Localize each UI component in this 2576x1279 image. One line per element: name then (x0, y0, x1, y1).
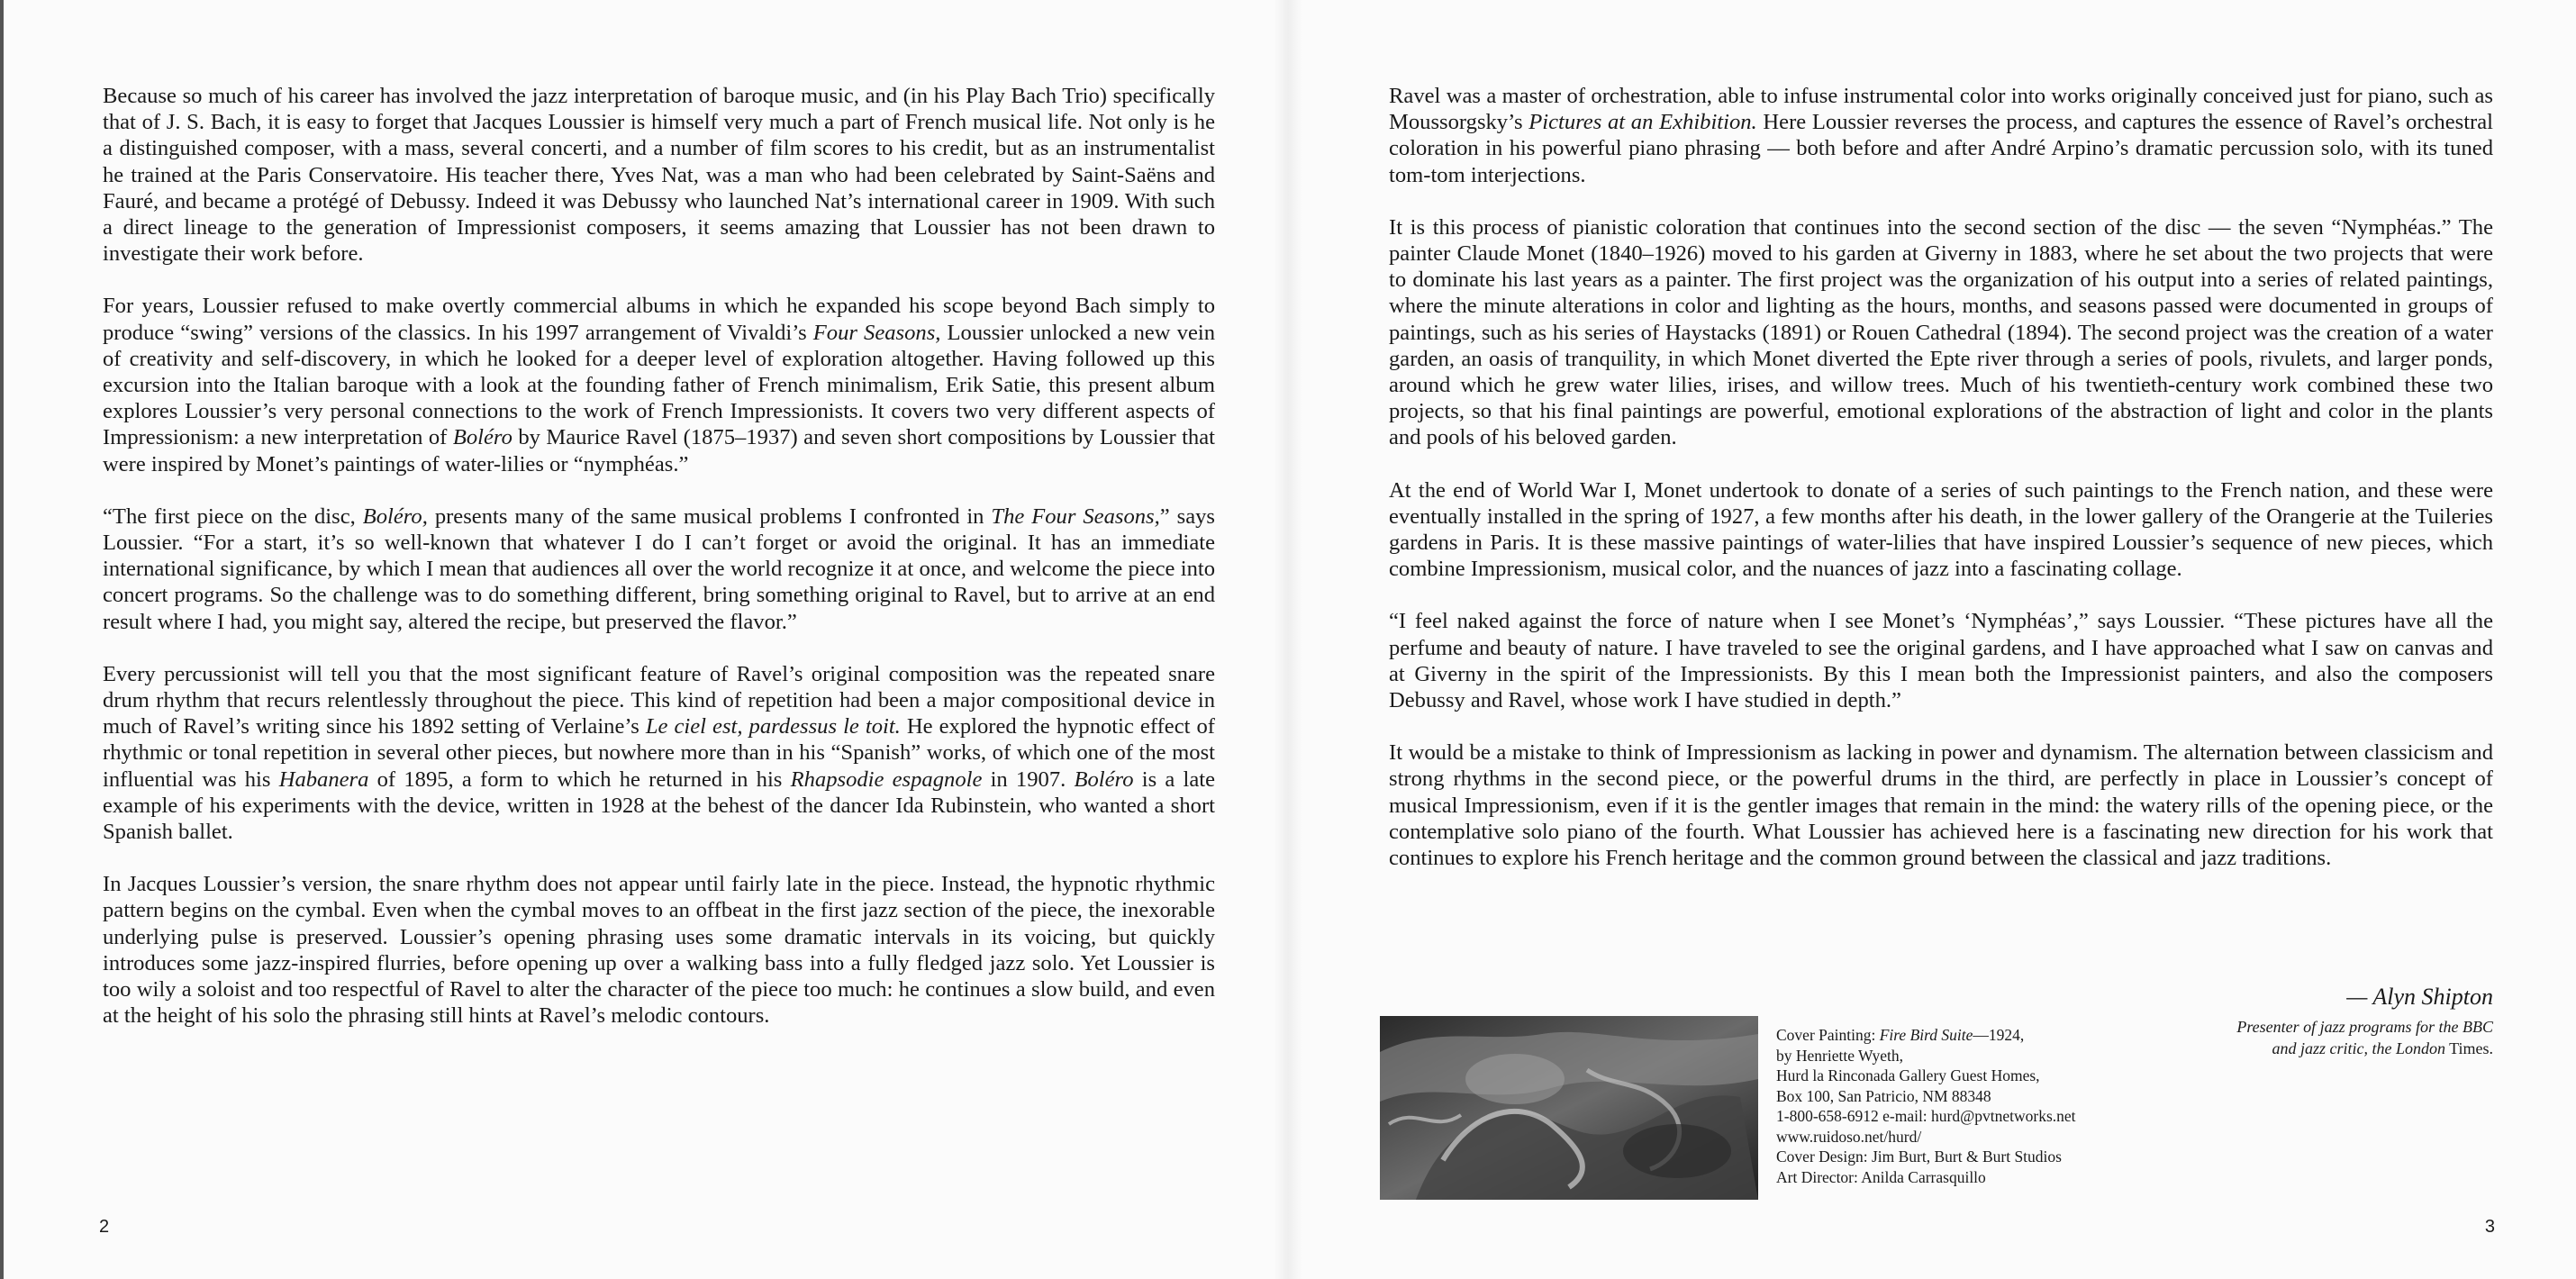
body-paragraph (1389, 214, 2493, 451)
paragraph-text: At the end of World War I, Monet undertook to donate of a series of such paintings to the French nation, and these were eventually installed in the spring of 1927, a few months after his death, in the lower gallery of the Orangerie at the Tuileries gardens in Paris. It is these massive paintings of water-lilies that have inspired Loussier’s sequence of new pieces, which combine Impressionism, musical color, and the nuances of jazz into a fascinating collage. (1389, 477, 2493, 582)
cover-painting-thumbnail (1380, 1016, 1758, 1200)
right-page (1288, 0, 2576, 1279)
paragraph-text: Loussier unlocked a new vein of creativity and self-discovery, in which he looked for a deeper level of exploration altogether. Having followed up this excursion into the Italian baroque with a look at the founding father of French minimalism, Erik Satie, this present album explores Loussier’s very personal connections to the work of French Impressionists. It covers two very different aspects of Impressionism: a new interpretation of (103, 320, 1215, 450)
italic-title-text: Habanera (278, 766, 369, 792)
paragraph-text: Ravel was a master of orchestration, able to infuse instrumental color into works originally conceived just for piano, such as Moussorgsky’s (1389, 84, 2493, 135)
paragraph-text: presents many of the same musical problems I confronted in (427, 503, 992, 529)
painting-year: —1924, (1973, 1026, 2025, 1044)
paragraph-text: Here Loussier reverses the process, and captures the essence of Ravel’s orchestral coloration in his powerful piano phrasing — both before and after André Arpino’s dramatic percussion solo, with its tuned tom-tom interjections. (1389, 110, 2493, 187)
paragraph-text: “The first piece on the disc, (103, 503, 363, 529)
body-paragraph (1389, 83, 2493, 188)
paragraph-text: In Jacques Loussier’s version, the snare rhythm does not appear until fairly late in the piece. Instead, the hypnotic rhythmic pattern begins on the cymbal. Even when the cymbal moves to an offbeat in the first jazz section of the piece, the inexorable underlying pulse is preserved. Loussier’s opening phrasing uses some dramatic intervals in its voicing, but quickly introduces some jazz-inspired flurries, before opening up over a walking bass into a fully fledged jazz solo. Yet Loussier is too wily a soloist and too respectful of Ravel to alter the character of the piece too much: he continues a slow build, and even at the height of his solo the phrasing still hints at Ravel’s melodic contours. (103, 872, 1215, 1029)
paragraph-text: ” says Loussier. “For a start, it’s so well-known that whatever I do I can’t forget or avoid the original. It has an immediate international significance, by which I mean that audiences all over the world recognize it at once, and welcome the piece into concert programs. So the challenge was to do something different, bring something original to Ravel, but to arrive at an end result where I had, you might say, altered the recipe, but preserved the flavor.” (103, 503, 1215, 634)
cover-credits (1776, 1025, 2076, 1187)
italic-title-text: Boléro (452, 425, 512, 450)
paragraph-text: is a late example of his experiments with the device, written in 1928 at the behest of the dancer Ida Rubinstein, who wanted a short Spanish ballet. (103, 766, 1215, 845)
body-paragraph (103, 293, 1215, 476)
italic-title-text: The Four Seasons, (991, 503, 1160, 529)
italic-title-text: Pictures at an Exhibition. (1528, 110, 1757, 135)
page-number: 2 (99, 1217, 110, 1237)
body-paragraph (1389, 739, 2493, 871)
credit-label: Cover Painting: (1776, 1026, 1880, 1044)
credit-line: 1-800-658-6912 e-mail: hurd@pvtnetworks.net (1776, 1107, 2076, 1125)
body-paragraph (103, 871, 1215, 1029)
author-credit-line (2169, 1038, 2493, 1059)
body-paragraph (103, 661, 1215, 845)
paragraph-text: It would be a mistake to think of Impressionism as lacking in power and dynamism. The alternation between classicism and strong rhythms in the second piece, or the powerful drums in the third, are perfectly in place in Loussier’s concept of musical Impressionism, even if it is the gentler images that remain in the mind: the watery rills of the opening piece, or the contemplative solo piano of the fourth. What Loussier has achieved here is a fascinating new direction for his work that continues to explore his French heritage and the common ground between the classical and jazz traditions. (1389, 740, 2493, 871)
credit-line (1776, 1025, 2076, 1046)
paragraph-text: It is this process of pianistic coloration that continues into the second section of the disc — the seven “Nymphéas.” The painter Claude Monet (1840–1926) moved to his garden at Giverny in 1883, where he set about the two projects that were to dominate his last years as a painter. The first project was the organization of his output into a series of related paintings, where the minute alterations in color and lighting as the hours, months, and seasons passed were documented in groups of paintings, such as his series of Haystacks (1891) or Rouen Cathedral (1894). The second project was the creation of a water garden, an oasis of tranquility, in which Monet diverted the Epte river through a series of pools, rivulets, and larger ponds, around which he grew water lilies, irises, and willow trees. Much of his twentieth-century work combined these two projects, so that his final paintings are powerful, emotional explorations of the abstraction of light and color in the plants and pools of his beloved garden. (1389, 214, 2493, 450)
paragraph-text: by Maurice Ravel (1875–1937) and seven short compositions by Loussier that were inspired by Monet’s paintings of water-lilies or “nymphéas.” (103, 425, 1215, 476)
page-number: 3 (2484, 1217, 2495, 1237)
credit-line: Art Director: Anilda Carrasquillo (1776, 1167, 1986, 1186)
italic-title-text: Rhapsodie espagnole (790, 766, 983, 792)
paragraph-text: in 1907. (982, 766, 1075, 792)
left-page-text-column (103, 83, 1215, 1056)
italic-title-text: Four Seasons, (812, 320, 941, 345)
credit-line: www.ruidoso.net/hurd/ (1776, 1127, 1922, 1146)
book-gutter (1274, 0, 1302, 1279)
italic-title-text: Le ciel est, pardessus le toit. (645, 714, 901, 739)
paragraph-text: For years, Loussier refused to make overtly commercial albums in which he expanded his scope beyond Bach simply to produce “swing” versions of the classics. In his 1997 arrangement of Vivaldi’s (103, 294, 1215, 345)
body-paragraph (1389, 608, 2493, 713)
paragraph-text: Because so much of his career has involved the jazz interpretation of baroque music, and (in his Play Bach Trio) specifically that of J. S. Bach, it is easy to forget that Jacques Loussier is himself very much a part of French musical life. Not only is he a distinguished composer, with a mass, several concerti, and a number of film scores to his credit, but as an instrumentalist he trained at the Paris Conservatoire. His teacher there, Yves Nat, was a man who had been celebrated by Saint-Saëns and Fauré, and became a protégé of Debussy. Indeed it was Debussy who launched Nat’s international career in 1909. With such a direct lineage to the generation of Impressionist composers, it seems amazing that Loussier has not been drawn to investigate their work before. (103, 84, 1215, 267)
author-signature: — Alyn Shipton (2346, 984, 2493, 1010)
paragraph-text: He explored the hypnotic effect of rhythmic or tonal repetition in several other pieces, but nowhere more than in his “Spanish” works, of which one of the most influential was his (103, 714, 1215, 792)
body-paragraph (103, 503, 1215, 635)
author-credit-line: Presenter of jazz programs for the BBC (2236, 1018, 2493, 1036)
publication-name: Times. (2444, 1039, 2493, 1057)
credit-line: Cover Design: Jim Burt, Burt & Burt Studios (1776, 1147, 2062, 1166)
author-credit-text: and jazz critic, the London (2272, 1039, 2445, 1057)
body-paragraph (1389, 477, 2493, 583)
body-paragraph (103, 83, 1215, 267)
credit-line: Hurd la Rinconada Gallery Guest Homes, (1776, 1066, 2040, 1084)
paragraph-text: of 1895, a form to which he returned in his (368, 766, 791, 792)
right-page-text-column (1389, 83, 2493, 897)
author-credit (2169, 1016, 2493, 1059)
italic-title-text: Boléro, (362, 503, 428, 529)
paragraph-text: Every percussionist will tell you that the most significant feature of Ravel’s original composition was the repeated snare drum rhythm that recurs relentlessly throughout the piece. This kind of repetition had been a major compositional device in much of Ravel’s writing since his 1892 setting of Verlaine’s (103, 661, 1215, 739)
painting-title: Fire Bird Suite (1879, 1026, 1973, 1044)
italic-title-text: Boléro (1074, 766, 1134, 792)
credit-line: Box 100, San Patricio, NM 88348 (1776, 1086, 1991, 1105)
paragraph-text: “I feel naked against the force of nature when I see Monet’s ‘Nymphéas’,” says Loussier. “These pictures have all the perfume and beauty of nature. I have traveled to see the original gardens, and I have approached what I saw on canvas and at Giverny in the spirit of the Impressionists. By this I mean both the Impressionist painters, and also the composers Debussy and Ravel, whose work I have studied in depth.” (1389, 609, 2493, 713)
credit-line: by Henriette Wyeth, (1776, 1046, 1904, 1065)
painting-image (1380, 1016, 1758, 1200)
